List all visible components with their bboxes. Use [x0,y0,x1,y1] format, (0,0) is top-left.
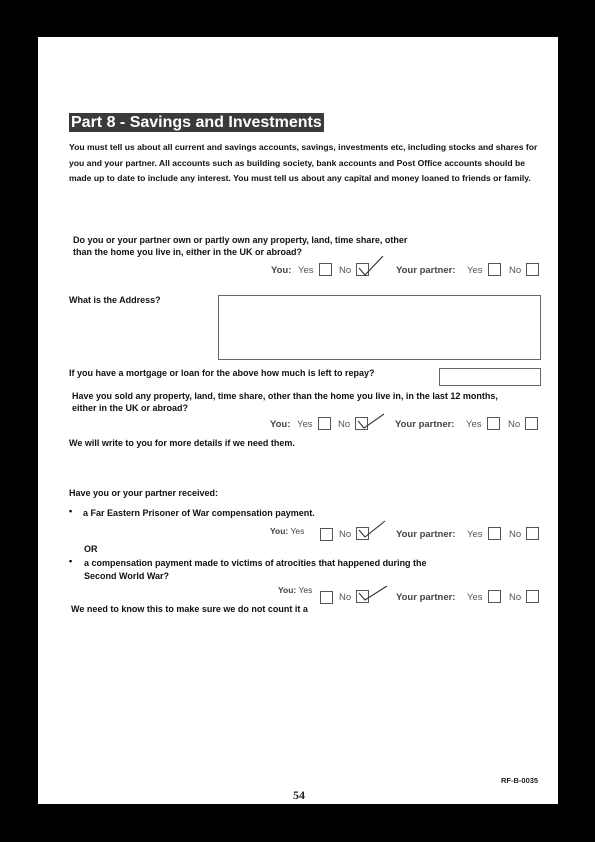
q2-you-yes-label: Yes [297,419,313,430]
section-title: Part 8 - Savings and Investments [71,114,322,131]
b2-partner-no-checkbox[interactable] [526,590,539,603]
q1-you-no-label: No [339,265,352,276]
details-note: We will write to you for more details if we need them. [69,438,295,448]
b2-you-label: You: Yes [278,585,313,595]
q2-line2: either in the UK or abroad? [72,403,189,413]
b2-partner-yes-checkbox[interactable] [488,590,501,603]
need-to-know-text: We need to know this to make sure we do not count it a [71,604,308,614]
footer-ref: RF-B-0035 [501,776,539,785]
q2-you-label: You: [270,419,291,430]
bullet1-text: a Far Eastern Prisoner of War compensation payment. [83,508,315,518]
b1-partner-yes-checkbox[interactable] [488,527,501,540]
b1-you-label: You: Yes [270,526,305,536]
q2-partner-no-label: No [508,419,521,430]
mortgage-label: If you have a mortgage or loan for the above how much is left to repay? [69,368,375,378]
q2-partner-no-checkbox[interactable] [525,417,538,430]
b2-partner-yes-label: Yes [467,592,483,603]
b1-partner-label: Your partner: [396,529,456,540]
b1-tick-icon [355,518,387,540]
form-page [38,37,558,804]
q2-you-yes-checkbox[interactable] [318,417,331,430]
b2-tick-icon [355,583,389,603]
address-field[interactable] [218,295,541,360]
bullet2-line1: a compensation payment made to victims of atrocities that happened during the [84,558,427,568]
q2-line1: Have you sold any property, land, time share, other than the home you live in, in the last 12 months, [72,391,498,401]
b1-you-no-label: No [339,529,352,540]
q1-partner-label: Your partner: [396,265,456,276]
q2-partner-label: Your partner: [395,419,455,430]
q2-partner-yes-checkbox[interactable] [487,417,500,430]
received-label: Have you or your partner received: [69,488,219,498]
b1-partner-no-label: No [509,529,522,540]
q1-partner-no-label: No [509,265,522,276]
b2-you-no-label: No [339,592,352,603]
q1-you-yes-label: Yes [298,265,314,276]
address-label: What is the Address? [69,295,161,305]
or-label: OR [84,544,98,554]
q2-you-no-label: No [338,419,351,430]
b2-partner-label: Your partner: [396,592,456,603]
bullet1-dot: • [69,506,73,516]
q1-partner-yes-checkbox[interactable] [488,263,501,276]
q1-line2: than the home you live in, either in the UK or abroad? [73,247,303,257]
q2-tick-icon [354,411,386,431]
bullet2-dot: • [69,556,73,566]
b1-partner-yes-label: Yes [467,529,483,540]
q2-partner-yes-label: Yes [466,419,482,430]
b2-you-yes-checkbox[interactable] [320,591,333,604]
q1-you-label: You: [271,265,292,276]
page-number: 54 [293,788,305,802]
b2-partner-no-label: No [509,592,522,603]
bullet2-line2: Second World War? [84,571,170,581]
mortgage-field[interactable] [439,368,541,386]
intro-text: You must tell us about all current and savings accounts, savings, investments etc, including stocks and shares for you and your partner. All accounts such as building society, bank accounts and Post Office accounts should be made up to date to include any interest. You must tell us about any capital and money loaned to friends or family. [69,142,538,183]
b1-partner-no-checkbox[interactable] [526,527,539,540]
q1-you-yes-checkbox[interactable] [319,263,332,276]
q1-tick-icon [355,254,385,278]
b1-you-yes-checkbox[interactable] [320,528,333,541]
q1-partner-no-checkbox[interactable] [526,263,539,276]
q1-line1: Do you or your partner own or partly own any property, land, time share, other [73,235,408,245]
q1-partner-yes-label: Yes [467,265,483,276]
